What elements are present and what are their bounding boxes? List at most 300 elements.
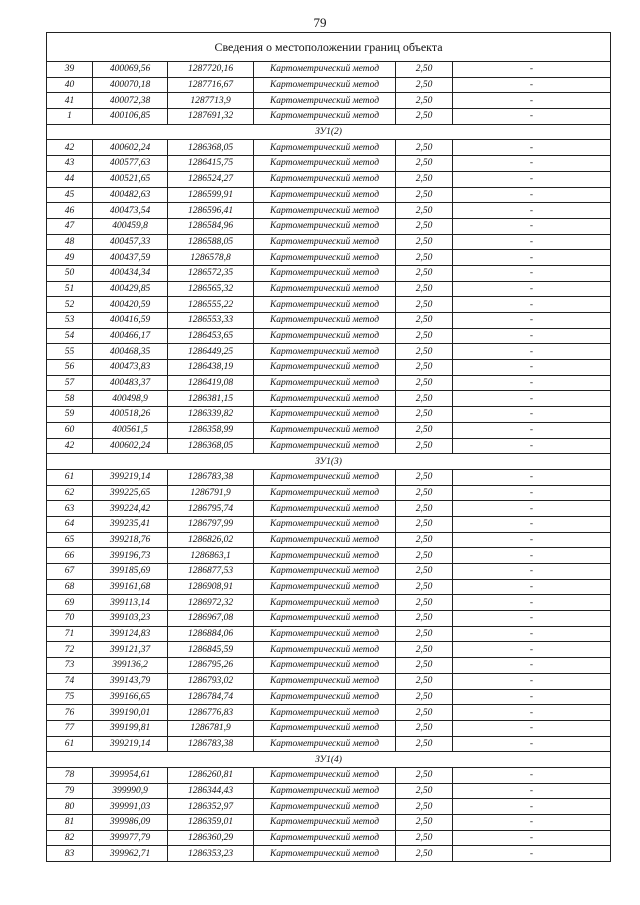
note-cell: -	[453, 626, 611, 642]
point-number: 50	[47, 265, 93, 281]
error-cell: 2,50	[396, 548, 453, 564]
coord-x: 399225,65	[93, 485, 168, 501]
note-cell: -	[453, 611, 611, 627]
table-row	[47, 391, 611, 407]
error-cell: 2,50	[396, 564, 453, 580]
point-number: 46	[47, 203, 93, 219]
coord-y: 1286596,41	[168, 203, 254, 219]
method-cell: Картометрический метод	[254, 140, 396, 156]
point-number: 81	[47, 815, 93, 831]
table-row	[47, 360, 611, 376]
method-cell: Картометрический метод	[254, 156, 396, 172]
coord-y: 1287716,67	[168, 77, 254, 93]
coord-y: 1286863,1	[168, 548, 254, 564]
table-row	[47, 564, 611, 580]
note-cell: -	[453, 265, 611, 281]
error-cell: 2,50	[396, 422, 453, 438]
method-cell: Картометрический метод	[254, 673, 396, 689]
table-row	[47, 218, 611, 234]
coord-y: 1286565,32	[168, 281, 254, 297]
method-cell: Картометрический метод	[254, 595, 396, 611]
method-cell: Картометрический метод	[254, 516, 396, 532]
coord-x: 400429,85	[93, 281, 168, 297]
coord-y: 1286438,19	[168, 360, 254, 376]
point-number: 42	[47, 438, 93, 454]
note-cell: -	[453, 375, 611, 391]
point-number: 79	[47, 783, 93, 799]
coord-y: 1286578,8	[168, 250, 254, 266]
table-row	[47, 281, 611, 297]
coord-x: 400561,5	[93, 422, 168, 438]
coord-x: 400434,34	[93, 265, 168, 281]
note-cell: -	[453, 328, 611, 344]
method-cell: Картометрический метод	[254, 830, 396, 846]
point-number: 77	[47, 720, 93, 736]
coord-x: 400473,54	[93, 203, 168, 219]
point-number: 51	[47, 281, 93, 297]
point-number: 65	[47, 532, 93, 548]
error-cell: 2,50	[396, 736, 453, 752]
method-cell: Картометрический метод	[254, 469, 396, 485]
coord-y: 1286797,99	[168, 516, 254, 532]
coord-x: 399196,73	[93, 548, 168, 564]
method-cell: Картометрический метод	[254, 360, 396, 376]
note-cell: -	[453, 705, 611, 721]
table-row	[47, 579, 611, 595]
coord-y: 1286360,29	[168, 830, 254, 846]
table-row	[47, 673, 611, 689]
method-cell: Картометрический метод	[254, 250, 396, 266]
point-number: 82	[47, 830, 93, 846]
error-cell: 2,50	[396, 626, 453, 642]
note-cell: -	[453, 595, 611, 611]
note-cell: -	[453, 187, 611, 203]
coord-x: 399143,79	[93, 673, 168, 689]
coord-x: 399954,61	[93, 767, 168, 783]
error-cell: 2,50	[396, 407, 453, 423]
method-cell: Картометрический метод	[254, 62, 396, 78]
coord-y: 1286415,75	[168, 156, 254, 172]
point-number: 39	[47, 62, 93, 78]
coord-x: 400602,24	[93, 438, 168, 454]
method-cell: Картометрический метод	[254, 548, 396, 564]
method-cell: Картометрический метод	[254, 109, 396, 125]
table-row	[47, 171, 611, 187]
table-row	[47, 485, 611, 501]
method-cell: Картометрический метод	[254, 564, 396, 580]
point-number: 67	[47, 564, 93, 580]
coord-y: 1286353,23	[168, 846, 254, 862]
method-cell: Картометрический метод	[254, 689, 396, 705]
method-cell: Картометрический метод	[254, 532, 396, 548]
table-row	[47, 250, 611, 266]
note-cell: -	[453, 250, 611, 266]
table-row	[47, 611, 611, 627]
error-cell: 2,50	[396, 799, 453, 815]
note-cell: -	[453, 532, 611, 548]
table-row	[47, 109, 611, 125]
point-number: 47	[47, 218, 93, 234]
coord-x: 400070,18	[93, 77, 168, 93]
method-cell: Картометрический метод	[254, 626, 396, 642]
error-cell: 2,50	[396, 673, 453, 689]
coord-y: 1286381,15	[168, 391, 254, 407]
point-number: 78	[47, 767, 93, 783]
table-row	[47, 532, 611, 548]
point-number: 66	[47, 548, 93, 564]
coord-y: 1286260,81	[168, 767, 254, 783]
note-cell: -	[453, 407, 611, 423]
table-row	[47, 767, 611, 783]
table-title: Сведения о местоположении границ объекта	[47, 33, 611, 62]
method-cell: Картометрический метод	[254, 297, 396, 313]
coord-y: 1286908,91	[168, 579, 254, 595]
coord-y: 1287691,32	[168, 109, 254, 125]
method-cell: Картометрический метод	[254, 783, 396, 799]
error-cell: 2,50	[396, 689, 453, 705]
note-cell: -	[453, 658, 611, 674]
error-cell: 2,50	[396, 171, 453, 187]
method-cell: Картометрический метод	[254, 642, 396, 658]
table-row	[47, 407, 611, 423]
coord-x: 400466,17	[93, 328, 168, 344]
point-number: 41	[47, 93, 93, 109]
coord-y: 1286553,33	[168, 313, 254, 329]
coord-x: 400521,65	[93, 171, 168, 187]
table-row	[47, 422, 611, 438]
table-row	[47, 830, 611, 846]
note-cell: -	[453, 501, 611, 517]
coord-x: 399235,41	[93, 516, 168, 532]
table-row	[47, 156, 611, 172]
note-cell: -	[453, 720, 611, 736]
coord-y: 1286795,26	[168, 658, 254, 674]
point-number: 62	[47, 485, 93, 501]
method-cell: Картометрический метод	[254, 281, 396, 297]
coord-x: 400437,59	[93, 250, 168, 266]
coord-y: 1286791,9	[168, 485, 254, 501]
method-cell: Картометрический метод	[254, 705, 396, 721]
note-cell: -	[453, 171, 611, 187]
method-cell: Картометрический метод	[254, 501, 396, 517]
coord-y: 1286352,97	[168, 799, 254, 815]
point-number: 56	[47, 360, 93, 376]
point-number: 59	[47, 407, 93, 423]
note-cell: -	[453, 218, 611, 234]
note-cell: -	[453, 391, 611, 407]
table-row	[47, 642, 611, 658]
note-cell: -	[453, 642, 611, 658]
method-cell: Картометрический метод	[254, 658, 396, 674]
note-cell: -	[453, 156, 611, 172]
coord-x: 399136,2	[93, 658, 168, 674]
coord-x: 400457,33	[93, 234, 168, 250]
point-number: 83	[47, 846, 93, 862]
note-cell: -	[453, 736, 611, 752]
coord-x: 400069,56	[93, 62, 168, 78]
coord-y: 1286599,91	[168, 187, 254, 203]
coord-y: 1286419,08	[168, 375, 254, 391]
note-cell: -	[453, 548, 611, 564]
coord-y: 1286967,08	[168, 611, 254, 627]
error-cell: 2,50	[396, 595, 453, 611]
note-cell: -	[453, 109, 611, 125]
method-cell: Картометрический метод	[254, 203, 396, 219]
coord-y: 1286344,43	[168, 783, 254, 799]
point-number: 55	[47, 344, 93, 360]
method-cell: Картометрический метод	[254, 171, 396, 187]
point-number: 72	[47, 642, 93, 658]
coord-y: 1286783,38	[168, 736, 254, 752]
method-cell: Картометрический метод	[254, 313, 396, 329]
coord-y: 1286776,83	[168, 705, 254, 721]
coord-x: 399166,65	[93, 689, 168, 705]
point-number: 69	[47, 595, 93, 611]
table-row	[47, 234, 611, 250]
coord-y: 1286877,53	[168, 564, 254, 580]
point-number: 40	[47, 77, 93, 93]
coord-x: 400072,38	[93, 93, 168, 109]
table-row	[47, 469, 611, 485]
error-cell: 2,50	[396, 720, 453, 736]
coord-x: 399990,9	[93, 783, 168, 799]
note-cell: -	[453, 799, 611, 815]
method-cell: Картометрический метод	[254, 799, 396, 815]
point-number: 49	[47, 250, 93, 266]
coord-x: 399113,14	[93, 595, 168, 611]
coord-y: 1286845,59	[168, 642, 254, 658]
note-cell: -	[453, 313, 611, 329]
error-cell: 2,50	[396, 77, 453, 93]
note-cell: -	[453, 564, 611, 580]
table-row	[47, 626, 611, 642]
method-cell: Картометрический метод	[254, 265, 396, 281]
method-cell: Картометрический метод	[254, 736, 396, 752]
error-cell: 2,50	[396, 767, 453, 783]
method-cell: Картометрический метод	[254, 767, 396, 783]
coord-x: 399224,42	[93, 501, 168, 517]
error-cell: 2,50	[396, 642, 453, 658]
note-cell: -	[453, 140, 611, 156]
table-row	[47, 187, 611, 203]
coord-y: 1286783,38	[168, 469, 254, 485]
error-cell: 2,50	[396, 218, 453, 234]
note-cell: -	[453, 689, 611, 705]
error-cell: 2,50	[396, 313, 453, 329]
coord-x: 399977,79	[93, 830, 168, 846]
coord-x: 399161,68	[93, 579, 168, 595]
coord-x: 400483,37	[93, 375, 168, 391]
boundary-table	[46, 32, 610, 862]
coord-y: 1286795,74	[168, 501, 254, 517]
table-row	[47, 438, 611, 454]
coord-y: 1286584,96	[168, 218, 254, 234]
method-cell: Картометрический метод	[254, 187, 396, 203]
error-cell: 2,50	[396, 375, 453, 391]
coord-y: 1286784,74	[168, 689, 254, 705]
error-cell: 2,50	[396, 846, 453, 862]
coord-x: 399219,14	[93, 736, 168, 752]
error-cell: 2,50	[396, 109, 453, 125]
point-number: 64	[47, 516, 93, 532]
error-cell: 2,50	[396, 203, 453, 219]
method-cell: Картометрический метод	[254, 328, 396, 344]
point-number: 42	[47, 140, 93, 156]
coord-y: 1286972,32	[168, 595, 254, 611]
point-number: 73	[47, 658, 93, 674]
coord-x: 400498,9	[93, 391, 168, 407]
point-number: 71	[47, 626, 93, 642]
section-label: ЗУ1(3)	[47, 454, 611, 470]
coord-y: 1286339,82	[168, 407, 254, 423]
table-row	[47, 815, 611, 831]
coord-x: 399218,76	[93, 532, 168, 548]
coord-y: 1286359,01	[168, 815, 254, 831]
coord-x: 400106,85	[93, 109, 168, 125]
point-number: 48	[47, 234, 93, 250]
table-row	[47, 516, 611, 532]
note-cell: -	[453, 783, 611, 799]
method-cell: Картометрический метод	[254, 218, 396, 234]
note-cell: -	[453, 281, 611, 297]
method-cell: Картометрический метод	[254, 391, 396, 407]
point-number: 68	[47, 579, 93, 595]
note-cell: -	[453, 344, 611, 360]
note-cell: -	[453, 422, 611, 438]
coord-x: 400459,8	[93, 218, 168, 234]
coord-x: 399185,69	[93, 564, 168, 580]
table-row	[47, 799, 611, 815]
method-cell: Картометрический метод	[254, 579, 396, 595]
note-cell: -	[453, 77, 611, 93]
note-cell: -	[453, 516, 611, 532]
note-cell: -	[453, 579, 611, 595]
point-number: 75	[47, 689, 93, 705]
coord-x: 400602,24	[93, 140, 168, 156]
table-row	[47, 846, 611, 862]
error-cell: 2,50	[396, 297, 453, 313]
coord-y: 1287720,16	[168, 62, 254, 78]
error-cell: 2,50	[396, 485, 453, 501]
table-row	[47, 344, 611, 360]
error-cell: 2,50	[396, 658, 453, 674]
point-number: 1	[47, 109, 93, 125]
coord-x: 400468,35	[93, 344, 168, 360]
table-row	[47, 265, 611, 281]
point-number: 70	[47, 611, 93, 627]
coord-x: 399199,81	[93, 720, 168, 736]
coord-x: 399986,09	[93, 815, 168, 831]
table-row	[47, 595, 611, 611]
note-cell: -	[453, 815, 611, 831]
error-cell: 2,50	[396, 344, 453, 360]
coord-y: 1286368,05	[168, 140, 254, 156]
table-row	[47, 62, 611, 78]
error-cell: 2,50	[396, 62, 453, 78]
table-row	[47, 689, 611, 705]
table-title-row	[47, 33, 611, 62]
error-cell: 2,50	[396, 815, 453, 831]
table-row	[47, 548, 611, 564]
coord-y: 1286524,27	[168, 171, 254, 187]
method-cell: Картометрический метод	[254, 344, 396, 360]
point-number: 61	[47, 736, 93, 752]
coord-y: 1286572,35	[168, 265, 254, 281]
coord-x: 399991,03	[93, 799, 168, 815]
point-number: 44	[47, 171, 93, 187]
note-cell: -	[453, 469, 611, 485]
table-row	[47, 375, 611, 391]
coord-x: 400482,63	[93, 187, 168, 203]
table-row	[47, 297, 611, 313]
error-cell: 2,50	[396, 611, 453, 627]
error-cell: 2,50	[396, 516, 453, 532]
coord-y: 1286555,22	[168, 297, 254, 313]
coord-x: 399962,71	[93, 846, 168, 862]
table-row	[47, 203, 611, 219]
method-cell: Картометрический метод	[254, 93, 396, 109]
note-cell: -	[453, 234, 611, 250]
error-cell: 2,50	[396, 469, 453, 485]
note-cell: -	[453, 767, 611, 783]
note-cell: -	[453, 93, 611, 109]
coord-x: 400473,83	[93, 360, 168, 376]
point-number: 76	[47, 705, 93, 721]
method-cell: Картометрический метод	[254, 407, 396, 423]
table-row	[47, 77, 611, 93]
point-number: 80	[47, 799, 93, 815]
method-cell: Картометрический метод	[254, 720, 396, 736]
coord-y: 1286358,99	[168, 422, 254, 438]
point-number: 63	[47, 501, 93, 517]
coord-y: 1286449,25	[168, 344, 254, 360]
point-number: 53	[47, 313, 93, 329]
section-label: ЗУ1(4)	[47, 752, 611, 768]
coord-y: 1286793,02	[168, 673, 254, 689]
note-cell: -	[453, 830, 611, 846]
table-row	[47, 140, 611, 156]
section-row	[47, 454, 611, 470]
method-cell: Картометрический метод	[254, 438, 396, 454]
section-row	[47, 124, 611, 140]
section-label: ЗУ1(2)	[47, 124, 611, 140]
coord-y: 1286453,65	[168, 328, 254, 344]
table-row	[47, 501, 611, 517]
method-cell: Картометрический метод	[254, 815, 396, 831]
error-cell: 2,50	[396, 265, 453, 281]
point-number: 61	[47, 469, 93, 485]
error-cell: 2,50	[396, 438, 453, 454]
error-cell: 2,50	[396, 532, 453, 548]
coord-y: 1286781,9	[168, 720, 254, 736]
coord-y: 1286826,02	[168, 532, 254, 548]
point-number: 74	[47, 673, 93, 689]
note-cell: -	[453, 846, 611, 862]
point-number: 57	[47, 375, 93, 391]
error-cell: 2,50	[396, 281, 453, 297]
page-number: 79	[313, 15, 327, 30]
method-cell: Картометрический метод	[254, 375, 396, 391]
note-cell: -	[453, 297, 611, 313]
coord-x: 399124,83	[93, 626, 168, 642]
table-row	[47, 93, 611, 109]
point-number: 52	[47, 297, 93, 313]
point-number: 43	[47, 156, 93, 172]
table-row	[47, 658, 611, 674]
point-number: 54	[47, 328, 93, 344]
table-row	[47, 783, 611, 799]
error-cell: 2,50	[396, 501, 453, 517]
